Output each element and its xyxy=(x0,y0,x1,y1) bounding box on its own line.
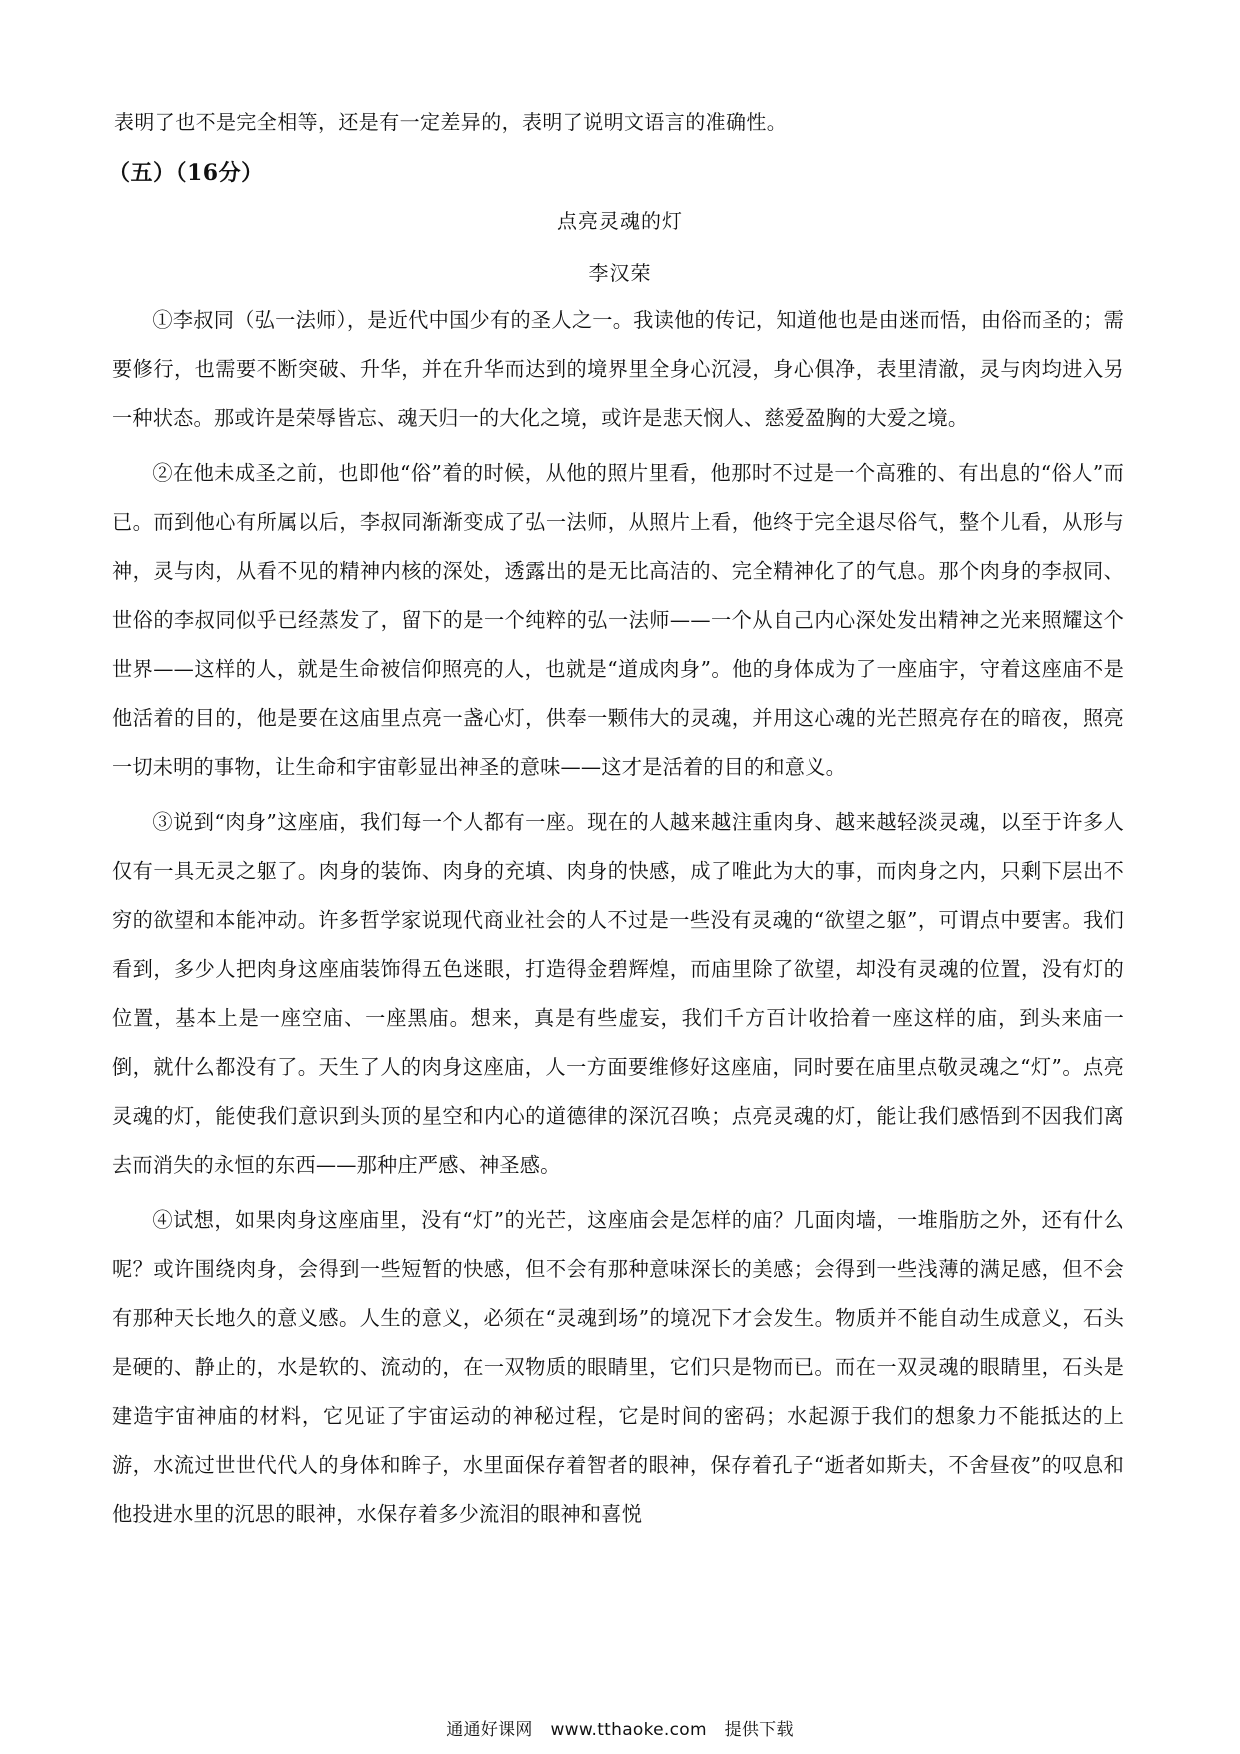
paragraph-4: ④试想，如果肉身这座庙里，没有“灯”的光芒，这座庙会是怎样的庙？几面肉墙，一堆脂肪之外，还有什么呢？或许围绕肉身，会得到一些短暂的快感，但不会有那种意味深长的美感；会得到一些浅薄的满足感，但不会有那种天长地久的意义感。人生的意义，必须在“灵魂到场”的境况下才会发生。物质并不能自动生成意义，石头是硬的、静止的，水是软的、流动的，在一双物质的眼睛里，它们只是物而已。而在一双灵魂的眼睛里，石头是建造宇宙神庙的材料，它见证了宇宙运动的神秘过程，它是时间的密码；水起源于我们的想象力不能抵达的上游，水流过世世代代人的身体和眸子，水里面保存着智者的眼神，保存着孔子“逝者如斯夫，不舍昼夜”的叹息和他投进水里的沉思的眼神，水保存着多少流泪的眼神和喜悦 xyxy=(112,1208,1124,1526)
paragraph-2: ②在他未成圣之前，也即他“俗”着的时候，从他的照片里看，他那时不过是一个高雅的、有出息的“俗人”而已。而到他心有所属以后，李叔同渐渐变成了弘一法师，从照片上看，他终于完全退尽俗气，整个儿看，从形与神，灵与肉，从看不见的精神内核的深处，透露出的是无比高洁的、完全精神化了的气息。那个肉身的李叔同、世俗的李叔同似乎已经蒸发了，留下的是一个纯粹的弘一法师——一个从自己内心深处发出精神之光来照耀这个世界——这样的人，就是生命被信仰照亮的人，也就是“道成肉身”。他的身体成为了一座庙宇，守着这座庙不是他活着的目的，他是要在这庙里点亮一盏心灯，供奉一颗伟大的灵魂，并用这心魂的光芒照亮存在的暗夜，照亮一切未明的事物，让生命和宇宙彰显出神圣的意味——这才是活着的目的和意义。 xyxy=(112,461,1124,779)
section-heading: （五）（16分） xyxy=(108,160,264,186)
previous-answer-line: 表明了也不是完全相等，还是有一定差异的，表明了说明文语言的准确性。 xyxy=(114,110,788,134)
article-body xyxy=(112,296,1124,1545)
article-author: 李汉荣 xyxy=(588,261,652,285)
footer-site-name: 通通好课网 xyxy=(446,1720,533,1740)
article-title: 点亮灵魂的灯 xyxy=(557,209,683,233)
footer-download-text: 提供下载 xyxy=(724,1720,794,1740)
paragraph-3: ③说到“肉身”这座庙，我们每一个人都有一座。现在的人越来越注重肉身、越来越轻淡灵魂，以至于许多人仅有一具无灵之躯了。肉身的装饰、肉身的充填、肉身的快感，成了唯此为大的事，而肉身之内，只剩下层出不穷的欲望和本能冲动。许多哲学家说现代商业社会的人不过是一些没有灵魂的“欲望之躯”，可谓点中要害。我们看到，多少人把肉身这座庙装饰得五色迷眼，打造得金碧辉煌，而庙里除了欲望，却没有灵魂的位置，没有灯的位置，基本上是一座空庙、一座黑庙。想来，真是有些虚妄，我们千方百计收拾着一座这样的庙，到头来庙一倒，就什么都没有了。天生了人的肉身这座庙，人一方面要维修好这座庙，同时要在庙里点敬灵魂之“灯”。点亮灵魂的灯，能使我们意识到头顶的星空和内心的道德律的深沉召唤；点亮灵魂的灯，能让我们感悟到不因我们离去而消失的永恒的东西——那种庄严感、神圣感。 xyxy=(112,810,1124,1177)
page-footer xyxy=(0,1718,1240,1742)
paragraph-1: ①李叔同（弘一法师），是近代中国少有的圣人之一。我读他的传记，知道他也是由迷而悟，由俗而圣的；需要修行，也需要不断突破、升华，并在升华而达到的境界里全身心沉浸，身心俱净，表里清澈，灵与肉均进入另一种状态。那或许是荣辱皆忘、魂天归一的大化之境，或许是悲天悯人、慈爱盈胸的大爱之境。 xyxy=(112,308,1124,430)
footer-url[interactable]: www.tthaoke.com xyxy=(550,1720,707,1740)
